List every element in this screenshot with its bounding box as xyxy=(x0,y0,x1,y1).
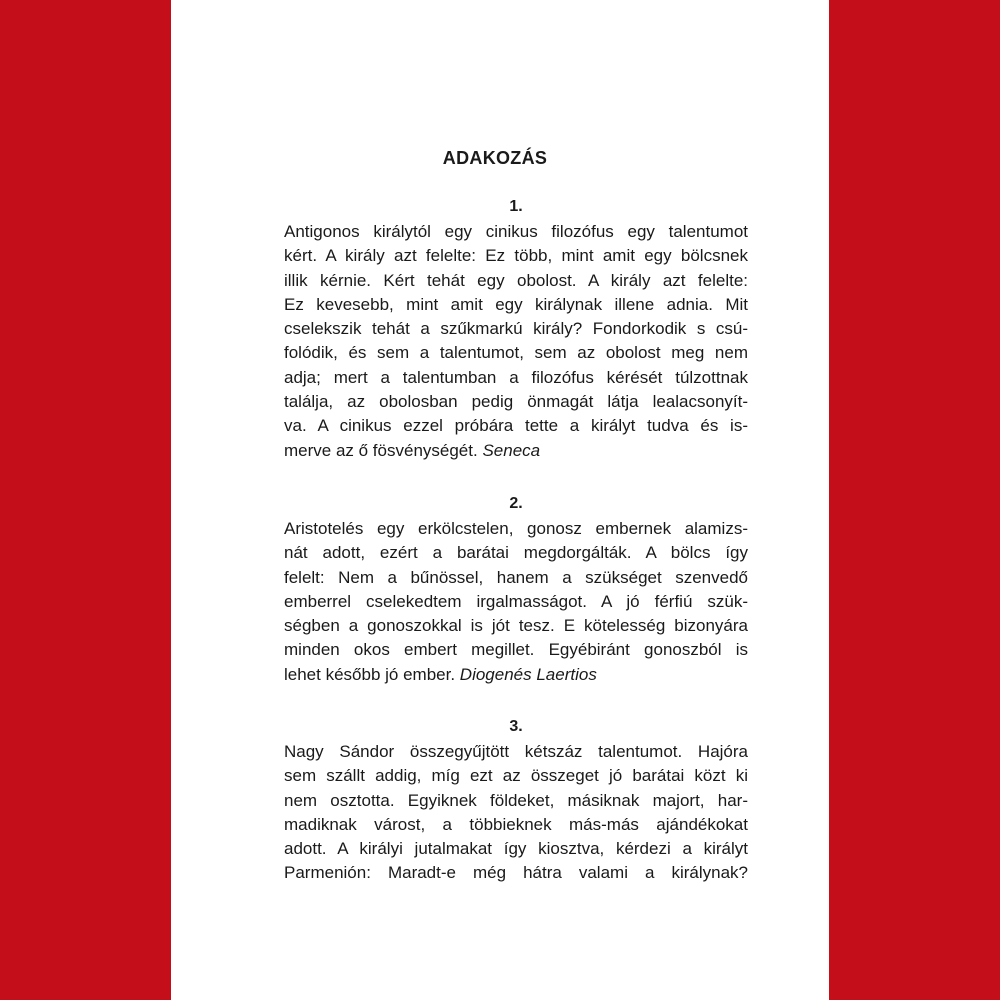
text-line: folódik, és sem a talentumot, sem az obolost meg nem xyxy=(284,343,748,363)
text-line: cselekszik tehát a szűkmarkú király? Fondorkodik s csú- xyxy=(284,319,748,339)
section-2 xyxy=(284,492,748,687)
text-line: nát adott, ezért a barátai megdorgálták. A bölcs így xyxy=(284,543,748,563)
text-line: minden okos embert megillet. Egyébiránt gonoszból is xyxy=(284,640,748,660)
section-number: 2. xyxy=(509,495,523,512)
text-line: Nagy Sándor összegyűjtött kétszáz talentumot. Hajóra xyxy=(284,742,748,761)
text-line: illik kérnie. Kért tehát egy obolost. A király azt felelte: xyxy=(284,270,748,290)
text-line: sem szállt addig, míg ezt az összeget jó barátai közt ki xyxy=(284,766,748,786)
section-body xyxy=(284,220,748,463)
text-line: nem osztotta. Egyiknek földeket, másiknak majort, har- xyxy=(284,790,748,810)
section-body xyxy=(284,517,748,687)
section-3 xyxy=(284,715,748,886)
author-name: Diogenés Laertios xyxy=(459,664,597,684)
text-line: emberrel cselekedtem irgalmasságot. A jó férfiú szük- xyxy=(284,591,748,611)
text-line: Aristotelés egy erkölcstelen, gonosz embernek alamizs- xyxy=(284,519,748,538)
text-line: madiknak várost, a többieknek más-más ajándékokat xyxy=(284,814,748,834)
text-line: Parmenión: Maradt-e még hátra valami a királynak? xyxy=(284,863,748,883)
page-title: ADAKOZÁS xyxy=(442,148,548,168)
text-line-last xyxy=(284,663,748,687)
text-line: találja, az obolosban pedig önmagát látja lealacsonyít- xyxy=(284,392,748,412)
text-line: adott. A királyi jutalmakat így kiosztva, kérdezi a királyt xyxy=(284,839,748,859)
text-line: adja; mert a talentumban a filozófus kérését túlzottnak xyxy=(284,367,748,387)
section-1 xyxy=(284,195,748,463)
text-line: ségben a gonoszokkal is jót tesz. E kötelesség bizonyára xyxy=(284,616,748,636)
section-number: 3. xyxy=(509,718,523,735)
text-line: va. A cinikus ezzel próbára tette a királyt tudva és is- xyxy=(284,416,748,436)
text-line: Antigonos királytól egy cinikus filozófus egy talentumot xyxy=(284,222,748,241)
section-body xyxy=(284,740,748,886)
text-line-last xyxy=(284,439,748,463)
book-page xyxy=(171,0,829,1000)
text-line: lehet később jó ember. xyxy=(284,664,456,684)
text-line: merve az ő fösvénységét. xyxy=(284,440,478,460)
author-name: Seneca xyxy=(482,440,541,460)
text-line: kért. A király azt felelte: Ez több, mint amit egy bölcsnek xyxy=(284,246,748,266)
text-line: felelt: Nem a bűnössel, hanem a szükséget szenvedő xyxy=(284,567,748,587)
text-line: Ez kevesebb, mint amit egy királynak illene adnia. Mit xyxy=(284,294,748,314)
section-number: 1. xyxy=(509,198,523,215)
